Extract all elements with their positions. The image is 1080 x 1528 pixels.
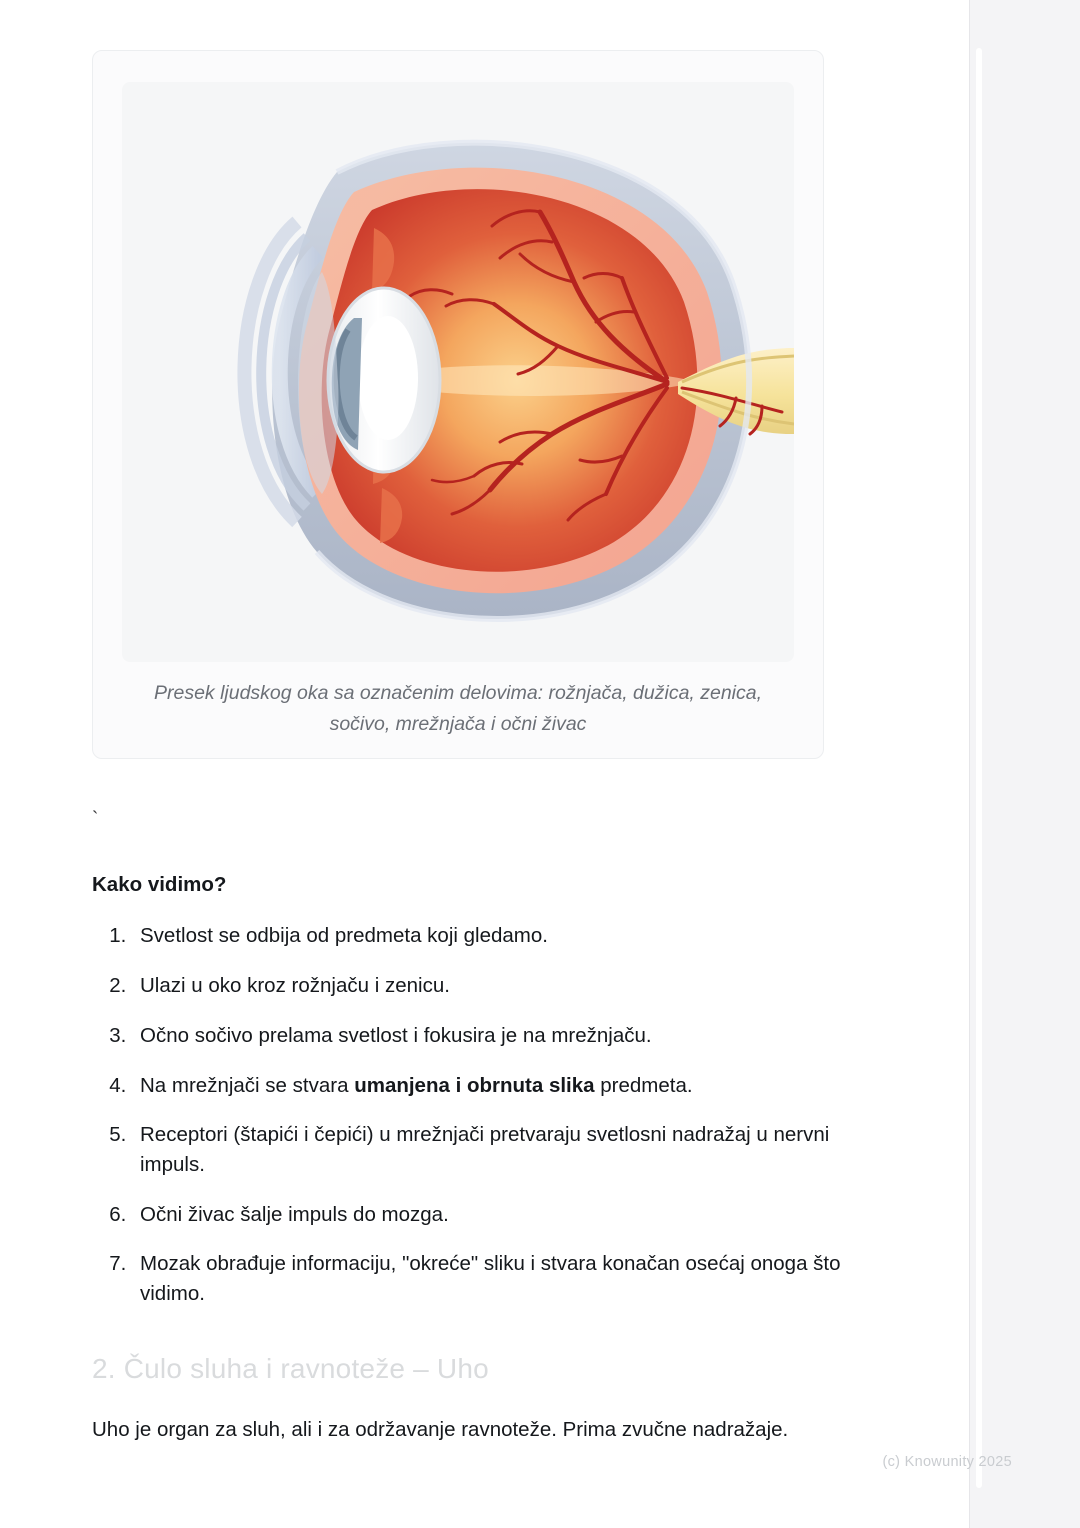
section-title-hearing: 2. Čulo sluha i ravnoteže – Uho xyxy=(92,1352,489,1384)
step-text: Ulazi u oko kroz rožnjaču i zenicu. xyxy=(140,974,450,998)
human-eye-cross-section-icon xyxy=(122,82,794,662)
list-item xyxy=(132,921,852,951)
eye-diagram-image xyxy=(122,82,794,662)
scroll-gutter xyxy=(969,0,1080,1528)
step-text: Očno sočivo prelama svetlost i fokusira je na mrežnjaču. xyxy=(140,1023,652,1047)
list-item xyxy=(132,1200,852,1230)
list-item xyxy=(132,1071,852,1101)
step-text: Svetlost se odbija od predmeta koji gledamo. xyxy=(140,924,548,948)
scrollbar-thumb[interactable] xyxy=(976,48,982,1488)
step-text: Mozak obrađuje informaciju, "okreće" sliku i stvara konačan osećaj onoga što vidimo. xyxy=(140,1252,841,1306)
list-item xyxy=(132,1120,852,1179)
step-text: Receptori (štapići i čepići) u mrežnjači pretvaraju svetlosni nadražaj u nervni impuls. xyxy=(140,1123,830,1176)
figure-caption: Presek ljudskog oka sa označenim delovima: rožnjača, dužica, zenica, sočivo, mrežnjača i očni živac xyxy=(153,682,763,736)
list-item xyxy=(132,1021,852,1051)
watermark: (c) Knowunity 2025 xyxy=(882,1454,1012,1470)
list-item xyxy=(132,1249,852,1308)
step-text-tail: predmeta. xyxy=(594,1073,693,1097)
step-emphasis: umanjena i obrnuta slika xyxy=(354,1073,595,1097)
list-item xyxy=(132,971,852,1001)
section-paragraph: Uho je organ za sluh, ali i za održavanje ravnoteže. Prima zvučne nadražaje. xyxy=(92,1417,789,1441)
question-heading: Kako vidimo? xyxy=(92,873,227,897)
document-content xyxy=(92,0,852,1446)
figure-card xyxy=(92,50,824,759)
step-text: Na mrežnjači se stvara xyxy=(140,1073,355,1097)
steps-list xyxy=(92,921,852,1308)
stray-tick-text: ` xyxy=(92,809,99,831)
step-text: Očni živac šalje impuls do mozga. xyxy=(140,1202,449,1226)
